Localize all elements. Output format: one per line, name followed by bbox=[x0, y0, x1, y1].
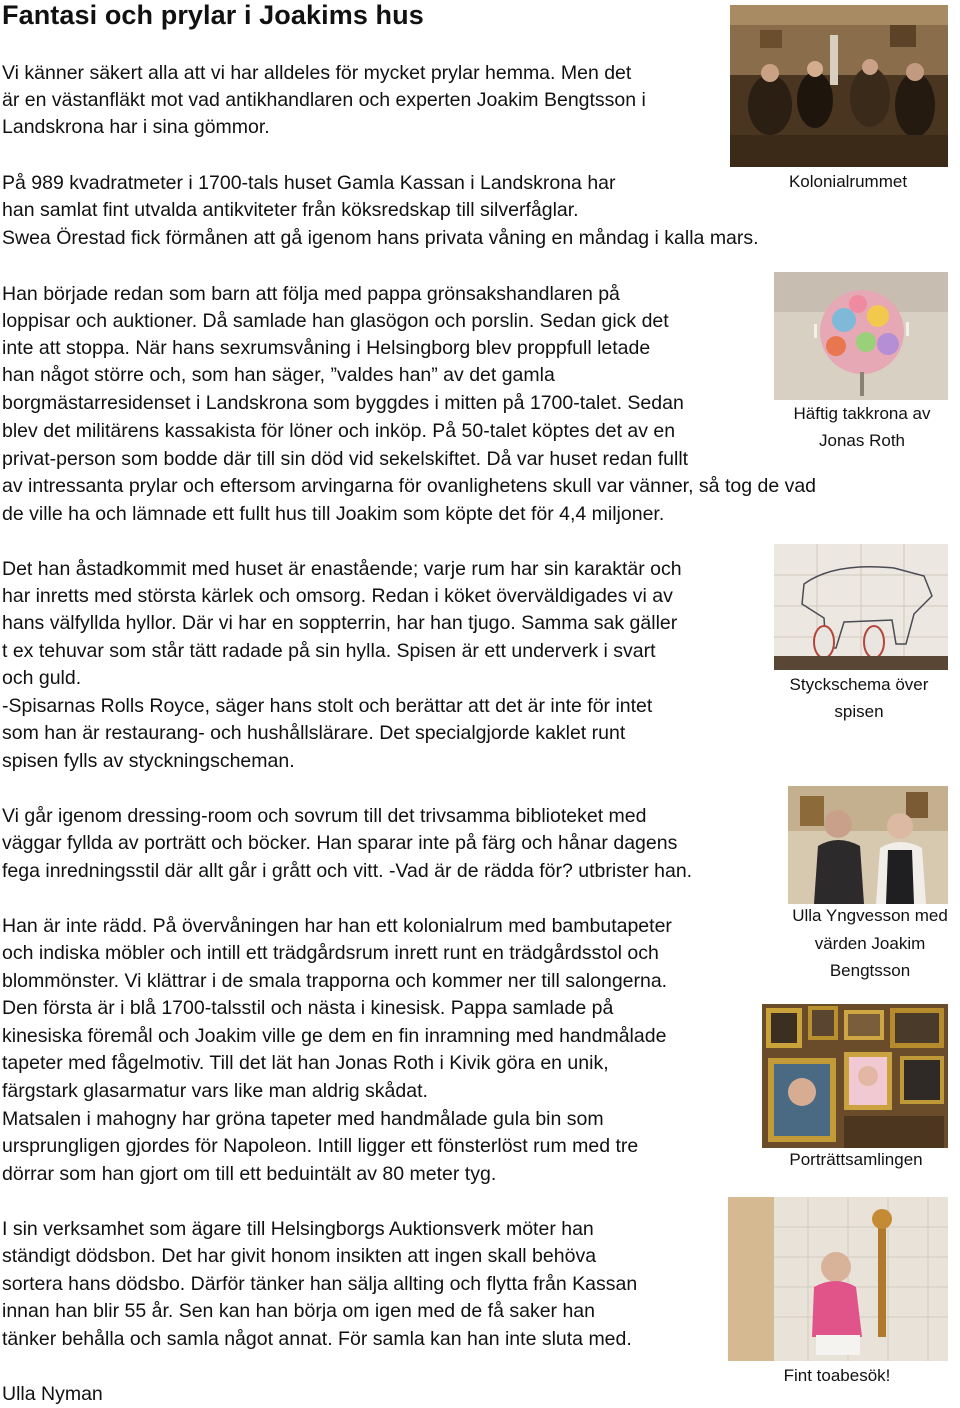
paragraph-4-line-3: hans välfyllda hyllor. Där vi har en soppterrin, har han tjugo. Samma sak gäller bbox=[2, 612, 678, 634]
article-title: Fantasi och prylar i Joakims hus bbox=[2, 0, 424, 30]
caption-hosts-line-1: Ulla Yngvesson med bbox=[792, 906, 948, 925]
paragraph-6-line-8: Matsalen i mahogny har gröna tapeter med handmålade gula bin som bbox=[2, 1108, 604, 1130]
paragraph-1-line-3: Landskrona har i sina gömmor. bbox=[2, 116, 270, 138]
paragraph-4-line-2: har inretts med största kärlek och omsorg. Redan i köket överväldigades vi av bbox=[2, 585, 673, 607]
paragraph-3-line-6: blev det militärens kassakista för löner och inköp. På 50-talet köptes det av en bbox=[2, 420, 676, 442]
caption-colonial-room: Kolonialrummet bbox=[788, 172, 908, 191]
paragraph-4-line-7: som han är restaurang- och hushållslärare. Det specialgjorde kaklet runt bbox=[2, 722, 626, 744]
paragraph-4-line-1: Det han åstadkommit med huset är enastående; varje rum har sin karaktär och bbox=[2, 558, 682, 580]
paragraph-3-line-1: Han började redan som barn att följa med pappa grönsakshandlaren på bbox=[2, 283, 620, 305]
paragraph-3-line-7: privat-person som bodde där till sin död vid sekelskiftet. Då var huset redan fullt bbox=[2, 448, 689, 470]
paragraph-4-line-4: t ex tehuvar som står tätt radade på sin hylla. Spisen är ett underverk i svart bbox=[2, 640, 656, 662]
cut-chart-tiles-photo bbox=[774, 544, 948, 670]
chandelier-photo bbox=[774, 272, 948, 400]
caption-chandelier-line-2: Jonas Roth bbox=[819, 431, 905, 450]
paragraph-1-line-1: Vi känner säkert alla att vi har alldeles för mycket prylar hemma. Men det bbox=[2, 62, 632, 84]
paragraph-6-line-9: ursprungligen gjordes för Napoleon. Intill ligger ett fönsterlöst rum med tre bbox=[2, 1135, 639, 1157]
paragraph-7-line-4: innan han blir 55 år. Sen kan han börja om igen med de få saker han bbox=[2, 1300, 595, 1322]
paragraph-3-line-8: av intressanta prylar och eftersom arvingarna för ovanlighetens skull var vänner, så tog de vad bbox=[2, 475, 817, 497]
caption-cut-chart-line-1: Styckschema över bbox=[789, 675, 929, 694]
paragraph-3-line-2: loppisar och auktioner. Då samlade han glasögon och porslin. Sedan gick det bbox=[2, 310, 669, 332]
paragraph-7-line-3: sortera hans dödsbo. Därför tänker han sälja allting och flytta från Kassan bbox=[2, 1273, 638, 1295]
paragraph-5-line-1: Vi går igenom dressing-room och sovrum till det trivsamma biblioteket med bbox=[2, 805, 647, 827]
paragraph-1-line-2: är en västanfläkt mot vad antikhandlaren och experten Joakim Bengtsson i bbox=[2, 89, 646, 111]
caption-bathroom-visit: Fint toabesök! bbox=[783, 1366, 891, 1385]
paragraph-6-line-6: tapeter med fågelmotiv. Till det lät han Jonas Roth i Kivik göra en unik, bbox=[2, 1052, 609, 1074]
paragraph-3-line-5: borgmästarresidenset i Landskrona som byggdes i mitten på 1700-talet. Sedan bbox=[2, 392, 684, 414]
paragraph-2-line-2: han samlat fint utvalda antikviteter från köksredskap till silverfåglar. bbox=[2, 199, 579, 221]
paragraph-4-line-5: och guld. bbox=[2, 667, 82, 689]
paragraph-5-line-2: väggar fyllda av porträtt och böcker. Han sparar inte på färg och hånar dagens bbox=[2, 832, 678, 854]
paragraph-3-line-4: han något större och, som han säger, ”valdes han” av det gamla bbox=[2, 364, 555, 386]
paragraph-7-line-1: I sin verksamhet som ägare till Helsingborgs Auktionsverk möter han bbox=[2, 1218, 594, 1240]
bathroom-visit-photo bbox=[728, 1197, 948, 1361]
paragraph-3-line-3: inte att stoppa. När hans sexrumsvåning i Helsingborg blev proppfull letade bbox=[2, 337, 651, 359]
paragraph-6-line-7: färgstark glasarmatur vars like man aldrig skådat. bbox=[2, 1080, 428, 1102]
paragraph-4-line-8: spisen fylls av styckningscheman. bbox=[2, 750, 295, 772]
caption-hosts-line-2: värden Joakim bbox=[814, 934, 926, 953]
colonial-room-photo bbox=[730, 5, 948, 167]
paragraph-6-line-5: kinesiska föremål och Joakim ville ge dem en fin inramning med handmålade bbox=[2, 1025, 667, 1047]
paragraph-2-line-3: Swea Örestad fick förmånen att gå igenom hans privata våning en måndag i kalla mars. bbox=[2, 227, 759, 249]
paragraph-3-line-9: de ville ha och lämnade ett fullt hus till Joakim som köpte det för 4,4 miljoner. bbox=[2, 503, 665, 525]
paragraph-2-line-1: På 989 kvadratmeter i 1700-tals huset Gamla Kassan i Landskrona har bbox=[2, 172, 616, 194]
paragraph-6-line-10: dörrar som han gjort om till ett beduintält av 80 meter tyg. bbox=[2, 1163, 497, 1185]
caption-hosts-line-3: Bengtsson bbox=[829, 961, 911, 980]
paragraph-6-line-1: Han är inte rädd. På övervåningen har han ett kolonialrum med bambutapeter bbox=[2, 915, 672, 937]
paragraph-6-line-4: Den första är i blå 1700-talsstil och nästa i kinesisk. Pappa samlade på bbox=[2, 997, 614, 1019]
paragraph-7-line-2: ständigt dödsbon. Det har givit honom insikten att ingen skall behöva bbox=[2, 1245, 597, 1267]
paragraph-7-line-5: tänker behålla och samla något annat. För samla kan han inte sluta med. bbox=[2, 1328, 632, 1350]
author-signature: Ulla Nyman bbox=[2, 1383, 103, 1405]
host-portrait-photo bbox=[788, 786, 948, 904]
paragraph-5-line-3: fega inredningsstil där allt går i grått och vitt. -Vad är de rädda för? utbrister han. bbox=[2, 860, 693, 882]
caption-cut-chart-line-2: spisen bbox=[834, 702, 884, 721]
paragraph-6-line-2: och indiska möbler och intill ett trädgårdsrum inrett runt en trädgårdsstol och bbox=[2, 942, 659, 964]
paragraph-6-line-3: blommönster. Vi klättrar i de smala trapporna och kommer ner till salongerna. bbox=[2, 970, 668, 992]
caption-chandelier-line-1: Häftig takkrona av bbox=[793, 404, 931, 423]
caption-portrait-collection: Porträttsamlingen bbox=[789, 1150, 923, 1169]
paragraph-4-line-6: -Spisarnas Rolls Royce, säger hans stolt och berättar att det är inte för intet bbox=[2, 695, 653, 717]
portrait-collection-photo bbox=[762, 1004, 948, 1148]
